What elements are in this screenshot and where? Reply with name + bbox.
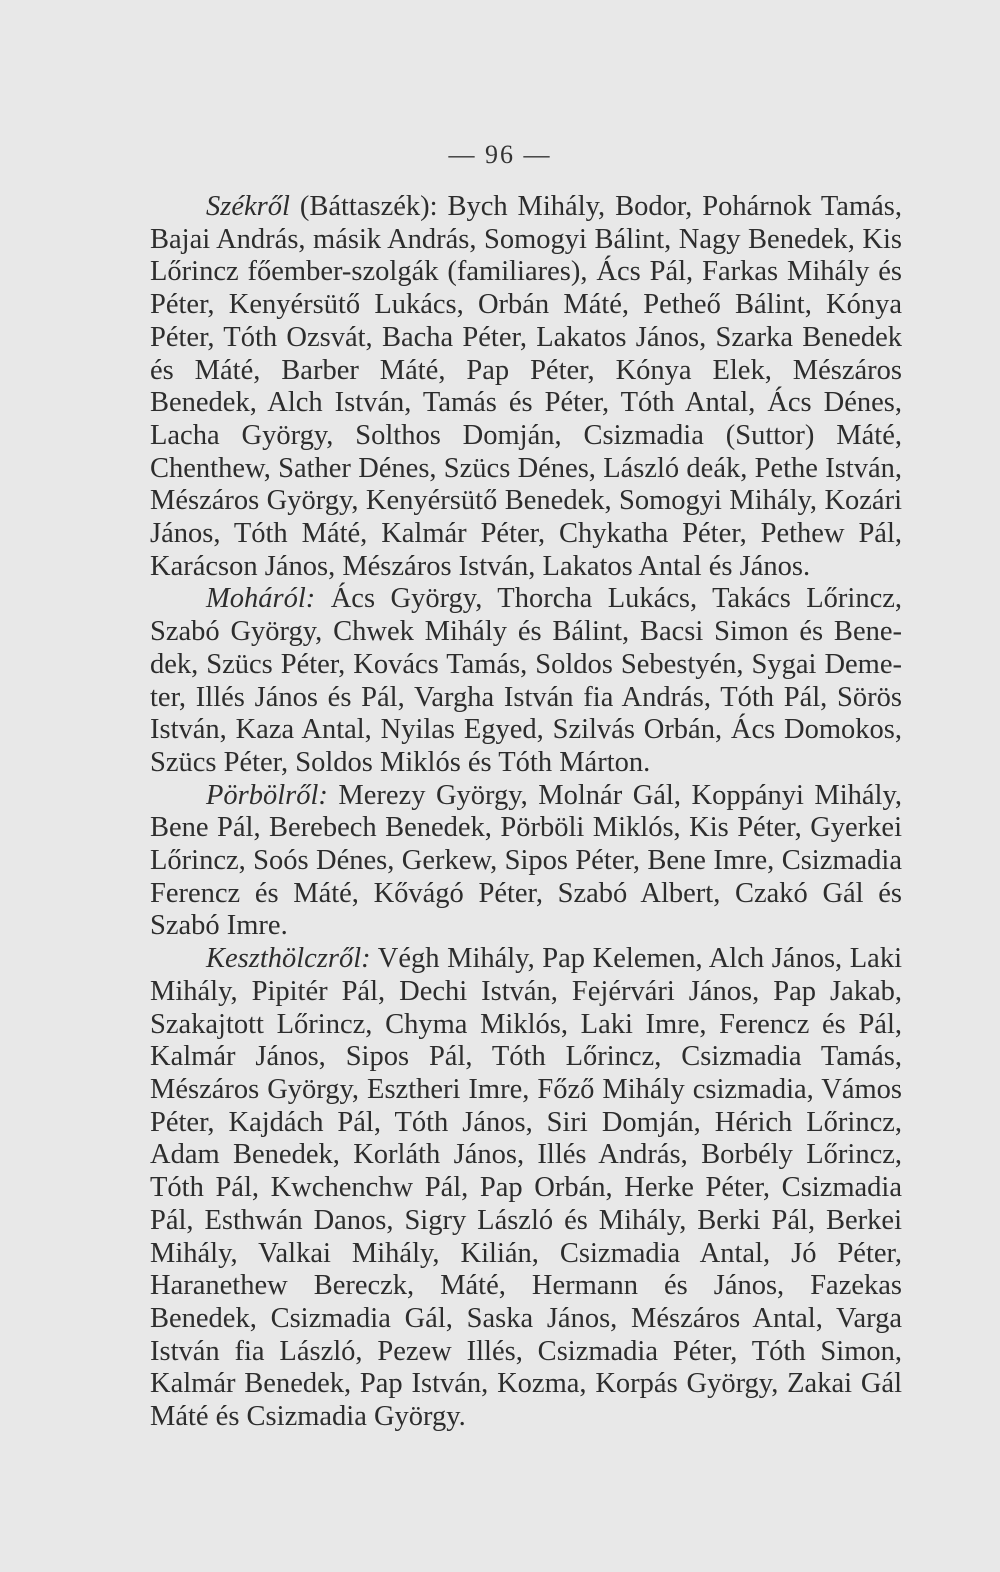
page-body <box>150 191 902 1434</box>
place-label: Székről <box>206 191 290 222</box>
paragraph-text: Végh Mihály, Pap Kelemen, Alch János, Laki Mihály, Pipitér Pál, Dechi István, Fejérvári János, Pap Jakab, Szakajtott Lőrincz, Chyma Miklós, Laki Imre, Ferencz és Pál, Kalmár János, Sipos Pál, Tóth Lőrincz, Csizmadia Tamás, Mészáros György, Esztheri Imre, Főző Mihály csizmadia, Vámos Péter, Kajdách Pál, Tóth János, Siri Domján, Hérich Lőrincz, Adam Benedek, Korláth János, Illés András, Borbély Lőrincz, Tóth Pál, Kwchenchw Pál, Pap Orbán, Herke Péter, Csizmadia Pál, Esthwán Danos, Sigry László és Mihály, Berki Pál, Berkei Mihály, Valkai Mihály, Kilián, Csizmadia Antal, Jó Péter, Haranethew Bereczk, Máté, Hermann és János, Fazekas Benedek, Csizmadia Gál, Saska János, Mészáros Antal, Varga István fia László, Pezew Illés, Csizmadia Péter, Tóth Simon, Kalmár Benedek, Pap István, Kozma, Korpás György, Zakai Gál Máté és Csizmadia György. <box>150 943 902 1433</box>
place-label: Keszthölczről: <box>206 943 371 975</box>
paragraph-text: (Báttaszék): Bych Mihály, Bodor, Pohárnok Tamás, Bajai András, másik András, Somogyi Bálint, Nagy Benedek, Kis Lőrincz főember-szolgák (familiares), Ács Pál, Farkas Mihály és Péter, Kenyérsütő Lukács, Orbán Máté, Petheő Bálint, Kónya Péter, Tóth Ozsvát, Bacha Péter, Lakatos János, Szarka Benedek és Máté, Barber Máté, Pap Péter, Kónya Elek, Mészáros Benedek, Alch István, Tamás és Péter, Tóth Antal, Ács Dénes, Lacha György, Solthos Domján, Csizmadia (Suttor) Máté, Chenthew, Sather Dénes, Szücs Dénes, László deák, Pethe István, Mészáros György, Kenyérsütő Benedek, Somogyi Mihály, Kozári János, Tóth Máté, Kalmár Péter, Chykatha Péter, Pethew Pál, Karácson János, Mészáros István, Lakatos Antal és János. <box>150 191 902 582</box>
place-label: Moháról: <box>206 583 316 615</box>
paragraph-szekrol <box>150 191 902 583</box>
paragraph-porbolrol <box>150 780 902 944</box>
paragraph-text: Ács György, Thorcha Lukács, Takács Lőrincz, Szabó György, Chwek Mihály és Bálint, Bacsi Simon és Benedek, Szücs Péter, Kovács Tamás, Soldos Sebestyén, Sygai Demeter, Illés János és Pál, Vargha István fia András, Tóth Pál, Sörös István, Kaza Antal, Nyilas Egyed, Szilvás Orbán, Ács Domokos, Szücs Péter, Soldos Miklós és Tóth Márton. <box>150 583 902 778</box>
place-label: Pörbölről: <box>206 779 328 811</box>
paragraph-moharol <box>150 583 902 779</box>
paragraph-keszthölczrol <box>150 943 902 1434</box>
page-number: — 96 — <box>448 140 552 169</box>
paragraph-text: Merezy György, Molnár Gál, Koppányi Mihály, Bene Pál, Berebech Benedek, Pörböli Miklós, Kis Péter, Gyerkei Lőrincz, Soós Dénes, Gerkew, Sipos Péter, Bene Imre, Csizmadia Ferencz és Máté, Kővágó Péter, Szabó Albert, Czakó Gál és Szabó Imre. <box>150 779 902 942</box>
